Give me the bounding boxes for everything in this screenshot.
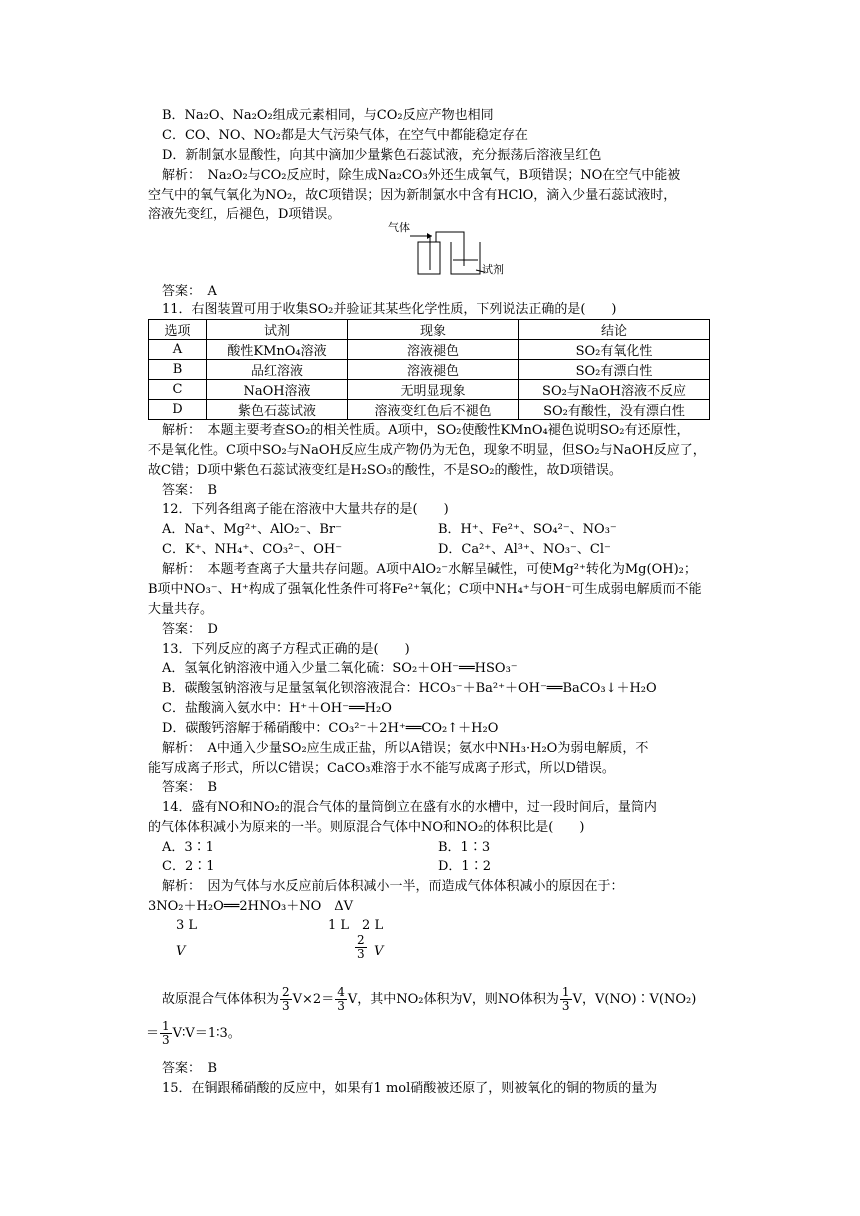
table-cell: D [149, 400, 207, 420]
analysis-line: 能写成离子形式，所以C错误；CaCO₃难溶于水不能写成离子形式，所以D错误。 [148, 761, 615, 776]
experiment-table [148, 319, 710, 420]
table-header: 选项 [149, 320, 207, 340]
option-a: A．氢氧化钠溶液中通入少量二氧化硫：SO₂＋OH⁻══HSO₃⁻ [162, 661, 518, 676]
answer-line: 答案： B [162, 780, 218, 795]
fraction-two-thirds [354, 934, 368, 961]
question-12: 12．下列各组离子能在溶液中大量共存的是( ) [162, 502, 449, 517]
analysis-line: 不是氧化性。C项中SO₂与NaOH反应生成产物仍为无色，现象不明显，但SO₂与NaOH反应了， [148, 443, 706, 458]
text-fragment: V∶V＝1∶3。 [172, 1026, 241, 1041]
table-cell: 溶液褪色 [348, 360, 519, 380]
option-c: C．K⁺、NH₄⁺、CO₃²⁻、OH⁻ [162, 542, 343, 557]
table-cell: 溶液褪色 [348, 340, 519, 360]
table-cell: NaOH溶液 [207, 380, 348, 400]
text-fragment: V，其中NO₂体积为V，则NO体积为 [347, 992, 559, 1007]
answer-line: 答案： A [162, 284, 217, 299]
option-d: D．Ca²⁺、Al³⁺、NO₃⁻、Cl⁻ [438, 542, 611, 557]
table-cell: 紫色石蕊试液 [207, 400, 348, 420]
table-row [149, 340, 710, 360]
option-a: A．Na⁺、Mg²⁺、AlO₂⁻、Br⁻ [162, 522, 342, 537]
equation-value: V [176, 944, 186, 959]
equation-value: 1 L 2 L [328, 918, 384, 933]
analysis-line: 解析： Na₂O₂与CO₂反应时，除生成Na₂CO₃外还生成氧气，B项错误；NO在空气中能被 [162, 168, 681, 183]
table-cell: 酸性KMnO₄溶液 [207, 340, 348, 360]
table-cell: SO₂有酸性，没有漂白性 [519, 400, 710, 420]
option-d: D．碳酸钙溶解于稀硝酸中：CO₃²⁻＋2H⁺══CO₂↑＋H₂O [162, 721, 499, 736]
analysis-line: 溶液先变红，后褪色，D项错误。 [148, 207, 341, 222]
table-header: 结论 [519, 320, 710, 340]
analysis-result-line [146, 1020, 241, 1047]
question-14-cont: 的气体体积减小为原来的一半。则原混合气体中NO和NO₂的体积比是( ) [148, 820, 585, 835]
analysis-line: 解析： 本题考查离子大量共存问题。A项中AlO₂⁻水解呈碱性，可使Mg²⁺转化为Mg(OH)₂； [162, 562, 697, 577]
question-14: 14．盛有NO和NO₂的混合气体的量筒倒立在盛有水的水槽中，过一段时间后，量筒内 [162, 800, 657, 815]
table-row [149, 360, 710, 380]
text-fragment: V，V(NO)∶V(NO₂) [572, 992, 697, 1007]
fraction-numerator: 2 [357, 933, 365, 947]
fraction-denominator: 3 [282, 999, 290, 1013]
fraction-denominator: 3 [162, 1033, 170, 1047]
option-b-line: B．Na₂O、Na₂O₂组成元素相同，与CO₂反应产物也相同 [162, 108, 494, 123]
option-c-line: C．CO、NO、NO₂都是大气污染气体，在空气中都能稳定存在 [162, 128, 528, 143]
table-cell: 无明显现象 [348, 380, 519, 400]
equation-value: 3 L [176, 918, 198, 933]
analysis-line: 空气中的氧气氧化为NO₂，故C项错误；因为新制氯水中含有HClO，滴入少量石蕊试液时， [148, 188, 677, 203]
option-d: D．1∶2 [438, 859, 491, 874]
option-c: C．盐酸滴入氨水中：H⁺＋OH⁻══H₂O [162, 701, 392, 716]
answer-line: 答案： D [162, 622, 218, 637]
analysis-line: 解析： 本题主要考查SO₂的相关性质。A项中，SO₂使酸性KMnO₄褪色说明SO₂有还原性， [162, 423, 690, 438]
analysis-line: B项中NO₃⁻、H⁺构成了强氧化性条件可将Fe²⁺氧化；C项中NH₄⁺与OH⁻可生成弱电解质而不能 [148, 582, 702, 597]
analysis-line: 故C错；D项中紫色石蕊试液变红是H₂SO₃的酸性，不是SO₂的酸性，故D项错误。 [148, 463, 622, 478]
text-fragment: ＝ [146, 1026, 160, 1041]
apparatus-figure [388, 222, 518, 278]
fraction-numerator: 1 [162, 1019, 170, 1033]
option-b: B．H⁺、Fe²⁺、SO₄²⁻、NO₃⁻ [438, 522, 617, 537]
text-fragment: V×2＝ [292, 992, 335, 1007]
table-cell: SO₂有氧化性 [519, 340, 710, 360]
table-cell: A [149, 340, 207, 360]
analysis-line: 解析： A中通入少量SO₂应生成正盐，所以A错误；氨水中NH₃·H₂O为弱电解质，不 [162, 741, 649, 756]
fraction-denominator: 3 [337, 999, 345, 1013]
question-15: 15．在铜跟稀硝酸的反应中，如果有1 mol硝酸被还原了，则被氧化的铜的物质的量为 [162, 1081, 658, 1096]
table-header: 现象 [348, 320, 519, 340]
equation-line: 3NO₂＋H₂O══2HNO₃＋NO ΔV [148, 899, 354, 914]
table-header: 试剂 [207, 320, 348, 340]
option-a: A．3∶1 [162, 840, 214, 855]
analysis-line: 解析： 因为气体与水反应前后体积减小一半，而造成气体体积减小的原因在于： [162, 879, 624, 894]
option-b: B．1∶3 [438, 840, 491, 855]
text-fragment: 故原混合气体体积为 [162, 992, 280, 1007]
option-c: C．2∶1 [162, 859, 215, 874]
table-row [149, 400, 710, 420]
table-cell: SO₂有漂白性 [519, 360, 710, 380]
table-cell: SO₂与NaOH溶液不反应 [519, 380, 710, 400]
question-11: 11．右图装置可用于收集SO₂并验证其某些化学性质，下列说法正确的是( ) [162, 302, 617, 317]
table-cell: 溶液变红色后不褪色 [348, 400, 519, 420]
answer-line: 答案： B [162, 1061, 218, 1076]
fraction-denominator: 3 [357, 947, 365, 961]
gas-label: 气体 [388, 221, 410, 234]
table-header-row [149, 320, 710, 340]
fraction-denominator: 3 [561, 999, 570, 1013]
option-b: B．碳酸氢钠溶液与足量氢氧化钡溶液混合：HCO₃⁻＋Ba²⁺＋OH⁻══BaCO₃↓＋H₂O [162, 681, 657, 696]
table-cell: C [149, 380, 207, 400]
table-cell: B [149, 360, 207, 380]
table-cell: 品红溶液 [207, 360, 348, 380]
table-row [149, 380, 710, 400]
reagent-label: 试剂 [482, 263, 504, 276]
fraction-numerator: 1 [561, 985, 570, 999]
equation-value: V [374, 944, 384, 959]
question-13: 13．下列反应的离子方程式正确的是( ) [162, 642, 410, 657]
analysis-result-line [162, 986, 696, 1013]
analysis-line: 大量共存。 [148, 602, 214, 617]
answer-line: 答案： B [162, 483, 218, 498]
fraction-numerator: 4 [337, 985, 345, 999]
fraction-numerator: 2 [282, 985, 290, 999]
option-d-line: D．新制氯水显酸性，向其中滴加少量紫色石蕊试液，充分振荡后溶液呈红色 [162, 148, 602, 163]
